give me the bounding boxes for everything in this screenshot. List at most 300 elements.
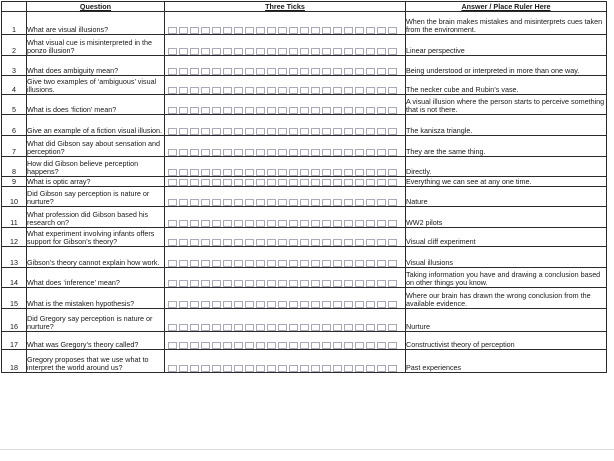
tick-box[interactable] [366, 169, 375, 176]
tick-box[interactable] [322, 260, 331, 267]
tick-box[interactable] [355, 324, 364, 331]
tick-box[interactable] [179, 149, 188, 156]
tick-box[interactable] [223, 48, 232, 55]
tick-box[interactable] [179, 342, 188, 349]
tick-box[interactable] [223, 107, 232, 114]
tick-box[interactable] [388, 27, 397, 34]
tick-box[interactable] [289, 342, 298, 349]
tick-box[interactable] [322, 301, 331, 308]
tick-box[interactable] [344, 48, 353, 55]
tick-box[interactable] [300, 342, 309, 349]
tick-box[interactable] [377, 87, 386, 94]
tick-box[interactable] [267, 301, 276, 308]
tick-box[interactable] [256, 301, 265, 308]
tick-box[interactable] [179, 365, 188, 372]
tick-box[interactable] [168, 324, 177, 331]
tick-box[interactable] [311, 48, 320, 55]
tick-box[interactable] [234, 169, 243, 176]
tick-box[interactable] [168, 107, 177, 114]
tick-box[interactable] [366, 128, 375, 135]
tick-box[interactable] [311, 280, 320, 287]
tick-box[interactable] [311, 68, 320, 75]
tick-box[interactable] [322, 48, 331, 55]
tick-box[interactable] [245, 199, 254, 206]
tick-box[interactable] [190, 301, 199, 308]
tick-box[interactable] [300, 220, 309, 227]
tick-box[interactable] [333, 324, 342, 331]
tick-box[interactable] [245, 342, 254, 349]
tick-box[interactable] [355, 169, 364, 176]
tick-box[interactable] [388, 128, 397, 135]
tick-box[interactable] [278, 220, 287, 227]
tick-box[interactable] [190, 149, 199, 156]
tick-box[interactable] [168, 27, 177, 34]
tick-box[interactable] [267, 199, 276, 206]
tick-box[interactable] [190, 27, 199, 34]
tick-box[interactable] [190, 239, 199, 246]
tick-box[interactable] [234, 280, 243, 287]
tick-box[interactable] [267, 128, 276, 135]
tick-box[interactable] [212, 149, 221, 156]
tick-box[interactable] [344, 149, 353, 156]
tick-box[interactable] [245, 149, 254, 156]
tick-box[interactable] [201, 149, 210, 156]
tick-box[interactable] [377, 280, 386, 287]
tick-box[interactable] [168, 220, 177, 227]
tick-box[interactable] [256, 107, 265, 114]
tick-box[interactable] [300, 27, 309, 34]
tick-box[interactable] [245, 280, 254, 287]
tick-box[interactable] [256, 239, 265, 246]
tick-box[interactable] [190, 342, 199, 349]
tick-box[interactable] [355, 301, 364, 308]
tick-box[interactable] [388, 239, 397, 246]
tick-box[interactable] [377, 342, 386, 349]
tick-box[interactable] [300, 324, 309, 331]
tick-box[interactable] [289, 179, 298, 186]
tick-box[interactable] [190, 128, 199, 135]
tick-box[interactable] [267, 87, 276, 94]
tick-box[interactable] [212, 68, 221, 75]
tick-box[interactable] [344, 68, 353, 75]
tick-box[interactable] [245, 27, 254, 34]
tick-box[interactable] [190, 199, 199, 206]
tick-box[interactable] [212, 107, 221, 114]
tick-box[interactable] [366, 301, 375, 308]
tick-box[interactable] [278, 179, 287, 186]
tick-box[interactable] [212, 27, 221, 34]
tick-box[interactable] [212, 220, 221, 227]
tick-box[interactable] [212, 301, 221, 308]
tick-box[interactable] [366, 48, 375, 55]
tick-box[interactable] [311, 342, 320, 349]
tick-box[interactable] [355, 179, 364, 186]
tick-box[interactable] [212, 87, 221, 94]
tick-box[interactable] [355, 149, 364, 156]
tick-box[interactable] [201, 87, 210, 94]
tick-box[interactable] [333, 220, 342, 227]
tick-box[interactable] [190, 68, 199, 75]
tick-box[interactable] [179, 48, 188, 55]
tick-box[interactable] [388, 48, 397, 55]
tick-box[interactable] [278, 324, 287, 331]
tick-box[interactable] [289, 68, 298, 75]
tick-box[interactable] [388, 324, 397, 331]
tick-box[interactable] [223, 324, 232, 331]
tick-box[interactable] [388, 87, 397, 94]
tick-box[interactable] [201, 280, 210, 287]
tick-box[interactable] [278, 128, 287, 135]
tick-box[interactable] [201, 179, 210, 186]
tick-box[interactable] [377, 128, 386, 135]
tick-box[interactable] [355, 280, 364, 287]
tick-box[interactable] [245, 179, 254, 186]
tick-box[interactable] [377, 68, 386, 75]
tick-box[interactable] [267, 149, 276, 156]
tick-box[interactable] [366, 365, 375, 372]
tick-box[interactable] [278, 260, 287, 267]
tick-box[interactable] [322, 87, 331, 94]
tick-box[interactable] [212, 128, 221, 135]
tick-box[interactable] [311, 301, 320, 308]
tick-box[interactable] [377, 48, 386, 55]
tick-box[interactable] [333, 199, 342, 206]
tick-box[interactable] [278, 107, 287, 114]
tick-box[interactable] [256, 179, 265, 186]
tick-box[interactable] [311, 239, 320, 246]
tick-box[interactable] [322, 179, 331, 186]
tick-box[interactable] [322, 199, 331, 206]
tick-box[interactable] [333, 48, 342, 55]
tick-box[interactable] [289, 365, 298, 372]
tick-box[interactable] [388, 179, 397, 186]
tick-box[interactable] [377, 324, 386, 331]
tick-box[interactable] [190, 280, 199, 287]
tick-box[interactable] [267, 280, 276, 287]
tick-box[interactable] [179, 87, 188, 94]
tick-box[interactable] [190, 179, 199, 186]
tick-box[interactable] [388, 149, 397, 156]
tick-box[interactable] [289, 260, 298, 267]
tick-box[interactable] [234, 324, 243, 331]
tick-box[interactable] [322, 169, 331, 176]
tick-box[interactable] [212, 324, 221, 331]
tick-box[interactable] [388, 68, 397, 75]
tick-box[interactable] [300, 48, 309, 55]
tick-box[interactable] [300, 239, 309, 246]
tick-box[interactable] [234, 199, 243, 206]
tick-box[interactable] [377, 220, 386, 227]
tick-box[interactable] [300, 260, 309, 267]
tick-box[interactable] [256, 342, 265, 349]
tick-box[interactable] [366, 179, 375, 186]
tick-box[interactable] [289, 220, 298, 227]
tick-box[interactable] [179, 301, 188, 308]
tick-box[interactable] [267, 179, 276, 186]
tick-box[interactable] [289, 149, 298, 156]
tick-box[interactable] [201, 301, 210, 308]
tick-box[interactable] [168, 149, 177, 156]
tick-box[interactable] [168, 301, 177, 308]
tick-box[interactable] [355, 365, 364, 372]
tick-box[interactable] [377, 27, 386, 34]
tick-box[interactable] [333, 342, 342, 349]
tick-box[interactable] [223, 280, 232, 287]
tick-box[interactable] [344, 87, 353, 94]
tick-box[interactable] [212, 280, 221, 287]
tick-box[interactable] [311, 324, 320, 331]
tick-box[interactable] [234, 220, 243, 227]
tick-box[interactable] [278, 48, 287, 55]
tick-box[interactable] [256, 149, 265, 156]
tick-box[interactable] [256, 324, 265, 331]
tick-box[interactable] [201, 27, 210, 34]
tick-box[interactable] [201, 324, 210, 331]
tick-box[interactable] [223, 68, 232, 75]
tick-box[interactable] [179, 199, 188, 206]
tick-box[interactable] [212, 169, 221, 176]
tick-box[interactable] [179, 107, 188, 114]
tick-box[interactable] [245, 87, 254, 94]
tick-box[interactable] [267, 342, 276, 349]
tick-box[interactable] [300, 280, 309, 287]
tick-box[interactable] [388, 169, 397, 176]
tick-box[interactable] [278, 365, 287, 372]
tick-box[interactable] [333, 179, 342, 186]
tick-box[interactable] [355, 87, 364, 94]
tick-box[interactable] [344, 179, 353, 186]
tick-box[interactable] [212, 260, 221, 267]
tick-box[interactable] [322, 365, 331, 372]
tick-box[interactable] [179, 260, 188, 267]
tick-box[interactable] [234, 179, 243, 186]
tick-box[interactable] [377, 365, 386, 372]
tick-box[interactable] [366, 324, 375, 331]
tick-box[interactable] [256, 280, 265, 287]
tick-box[interactable] [256, 27, 265, 34]
tick-box[interactable] [179, 324, 188, 331]
tick-box[interactable] [322, 68, 331, 75]
tick-box[interactable] [234, 87, 243, 94]
tick-box[interactable] [289, 48, 298, 55]
tick-box[interactable] [201, 365, 210, 372]
tick-box[interactable] [201, 169, 210, 176]
tick-box[interactable] [300, 179, 309, 186]
tick-box[interactable] [289, 301, 298, 308]
tick-box[interactable] [190, 87, 199, 94]
tick-box[interactable] [234, 342, 243, 349]
tick-box[interactable] [322, 239, 331, 246]
tick-box[interactable] [355, 199, 364, 206]
tick-box[interactable] [201, 342, 210, 349]
tick-box[interactable] [234, 27, 243, 34]
tick-box[interactable] [212, 48, 221, 55]
tick-box[interactable] [366, 280, 375, 287]
tick-box[interactable] [388, 342, 397, 349]
tick-box[interactable] [366, 107, 375, 114]
tick-box[interactable] [234, 107, 243, 114]
tick-box[interactable] [168, 169, 177, 176]
tick-box[interactable] [344, 301, 353, 308]
tick-box[interactable] [234, 239, 243, 246]
tick-box[interactable] [267, 365, 276, 372]
tick-box[interactable] [289, 280, 298, 287]
tick-box[interactable] [212, 342, 221, 349]
tick-box[interactable] [234, 128, 243, 135]
tick-box[interactable] [278, 169, 287, 176]
tick-box[interactable] [168, 87, 177, 94]
tick-box[interactable] [311, 199, 320, 206]
tick-box[interactable] [311, 128, 320, 135]
tick-box[interactable] [267, 324, 276, 331]
tick-box[interactable] [333, 280, 342, 287]
tick-box[interactable] [300, 149, 309, 156]
tick-box[interactable] [256, 365, 265, 372]
tick-box[interactable] [289, 324, 298, 331]
tick-box[interactable] [168, 280, 177, 287]
tick-box[interactable] [168, 48, 177, 55]
tick-box[interactable] [300, 68, 309, 75]
tick-box[interactable] [377, 239, 386, 246]
tick-box[interactable] [355, 342, 364, 349]
tick-box[interactable] [190, 169, 199, 176]
tick-box[interactable] [223, 301, 232, 308]
tick-box[interactable] [377, 260, 386, 267]
tick-box[interactable] [212, 239, 221, 246]
tick-box[interactable] [344, 324, 353, 331]
tick-box[interactable] [300, 169, 309, 176]
tick-box[interactable] [300, 87, 309, 94]
tick-box[interactable] [267, 107, 276, 114]
tick-box[interactable] [388, 280, 397, 287]
tick-box[interactable] [267, 68, 276, 75]
tick-box[interactable] [366, 342, 375, 349]
tick-box[interactable] [388, 365, 397, 372]
tick-box[interactable] [289, 199, 298, 206]
tick-box[interactable] [223, 220, 232, 227]
tick-box[interactable] [201, 239, 210, 246]
tick-box[interactable] [245, 107, 254, 114]
tick-box[interactable] [223, 179, 232, 186]
tick-box[interactable] [179, 239, 188, 246]
tick-box[interactable] [333, 27, 342, 34]
tick-box[interactable] [256, 220, 265, 227]
tick-box[interactable] [201, 107, 210, 114]
tick-box[interactable] [344, 342, 353, 349]
tick-box[interactable] [278, 342, 287, 349]
tick-box[interactable] [179, 27, 188, 34]
tick-box[interactable] [168, 365, 177, 372]
tick-box[interactable] [201, 48, 210, 55]
tick-box[interactable] [223, 87, 232, 94]
tick-box[interactable] [300, 199, 309, 206]
tick-box[interactable] [179, 220, 188, 227]
tick-box[interactable] [333, 68, 342, 75]
tick-box[interactable] [355, 239, 364, 246]
tick-box[interactable] [333, 169, 342, 176]
tick-box[interactable] [333, 365, 342, 372]
tick-box[interactable] [223, 199, 232, 206]
tick-box[interactable] [245, 365, 254, 372]
tick-box[interactable] [355, 107, 364, 114]
tick-box[interactable] [179, 179, 188, 186]
tick-box[interactable] [366, 260, 375, 267]
tick-box[interactable] [300, 107, 309, 114]
tick-box[interactable] [366, 199, 375, 206]
tick-box[interactable] [311, 169, 320, 176]
tick-box[interactable] [223, 169, 232, 176]
tick-box[interactable] [311, 260, 320, 267]
tick-box[interactable] [278, 239, 287, 246]
tick-box[interactable] [234, 149, 243, 156]
tick-box[interactable] [212, 179, 221, 186]
tick-box[interactable] [344, 280, 353, 287]
tick-box[interactable] [201, 128, 210, 135]
tick-box[interactable] [223, 149, 232, 156]
tick-box[interactable] [190, 260, 199, 267]
tick-box[interactable] [388, 220, 397, 227]
tick-box[interactable] [322, 107, 331, 114]
tick-box[interactable] [278, 27, 287, 34]
tick-box[interactable] [377, 107, 386, 114]
tick-box[interactable] [245, 220, 254, 227]
tick-box[interactable] [245, 239, 254, 246]
tick-box[interactable] [311, 179, 320, 186]
tick-box[interactable] [344, 169, 353, 176]
tick-box[interactable] [190, 220, 199, 227]
tick-box[interactable] [267, 48, 276, 55]
tick-box[interactable] [234, 365, 243, 372]
tick-box[interactable] [201, 199, 210, 206]
tick-box[interactable] [344, 365, 353, 372]
tick-box[interactable] [245, 260, 254, 267]
tick-box[interactable] [267, 27, 276, 34]
tick-box[interactable] [377, 199, 386, 206]
tick-box[interactable] [245, 128, 254, 135]
tick-box[interactable] [168, 199, 177, 206]
tick-box[interactable] [179, 128, 188, 135]
tick-box[interactable] [311, 87, 320, 94]
tick-box[interactable] [278, 87, 287, 94]
tick-box[interactable] [322, 324, 331, 331]
tick-box[interactable] [223, 27, 232, 34]
tick-box[interactable] [223, 239, 232, 246]
tick-box[interactable] [388, 107, 397, 114]
tick-box[interactable] [190, 48, 199, 55]
tick-box[interactable] [377, 149, 386, 156]
tick-box[interactable] [278, 199, 287, 206]
tick-box[interactable] [289, 128, 298, 135]
tick-box[interactable] [179, 169, 188, 176]
tick-box[interactable] [289, 239, 298, 246]
tick-box[interactable] [289, 87, 298, 94]
tick-box[interactable] [168, 260, 177, 267]
tick-box[interactable] [234, 68, 243, 75]
tick-box[interactable] [311, 220, 320, 227]
tick-box[interactable] [201, 220, 210, 227]
tick-box[interactable] [190, 107, 199, 114]
tick-box[interactable] [190, 324, 199, 331]
tick-box[interactable] [366, 27, 375, 34]
tick-box[interactable] [256, 199, 265, 206]
tick-box[interactable] [168, 342, 177, 349]
tick-box[interactable] [223, 128, 232, 135]
tick-box[interactable] [355, 68, 364, 75]
tick-box[interactable] [256, 48, 265, 55]
tick-box[interactable] [344, 128, 353, 135]
tick-box[interactable] [278, 280, 287, 287]
tick-box[interactable] [311, 365, 320, 372]
